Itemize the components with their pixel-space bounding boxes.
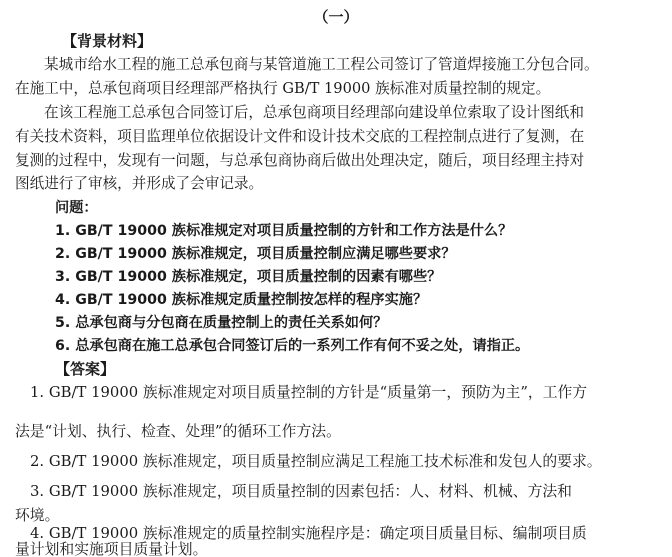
question-item: 6. 总承包商在施工总承包合同签订后的一系列工作有何不妥之处，请指正。 <box>55 338 530 354</box>
background-line: 某城市给水工程的施工总承包商与某管道施工工程公司签订了管道焊接施工分包合同。 <box>44 56 599 73</box>
answer-line: 3. GB/T 19000 族标准规定，项目质量控制的因素包括：人、材料、机械、方法和 <box>30 483 572 500</box>
section-title: （一） <box>313 8 359 26</box>
answer-line: 法是“计划、执行、检查、处理”的循环工作方法。 <box>15 423 341 440</box>
question-item: 4. GB/T 19000 族标准规定质量控制按怎样的程序实施？ <box>55 292 428 308</box>
background-line: 复测的过程中，发现有一问题，与总承包商协商后做出处理决定，随后，项目经理主持对 <box>15 152 585 169</box>
background-heading: 【背景材料】 <box>62 32 153 50</box>
background-line: 在施工中，总承包商项目经理部严格执行 GB/T 19000 族标准对质量控制的规定。 <box>15 80 551 97</box>
background-line: 在该工程施工总承包合同签订后，总承包商项目经理部向建设单位索取了设计图纸和 <box>44 104 584 121</box>
answer-line: 环境。 <box>15 507 60 524</box>
answer-line: 4. GB/T 19000 族标准规定的质量控制实施程序是：确定项目质量目标、编制项目质 <box>30 525 587 542</box>
question-item: 2. GB/T 19000 族标准规定，项目质量控制应满足哪些要求？ <box>55 246 456 262</box>
question-item: 1. GB/T 19000 族标准规定对项目质量控制的方针和工作方法是什么？ <box>55 223 513 239</box>
answer-line: 2. GB/T 19000 族标准规定，项目质量控制应满足工程施工技术标准和发包人的要求。 <box>30 453 602 470</box>
background-line: 有关技术资料，项目监理单位依据设计文件和设计技术交底的工程控制点进行了复测，在 <box>15 128 585 145</box>
question-item: 5. 总承包商与分包商在质量控制上的责任关系如何？ <box>55 315 388 331</box>
answer-line: 量计划和实施项目质量计划。 <box>15 541 208 557</box>
questions-heading: 问题： <box>55 200 98 216</box>
answer-line: 1. GB/T 19000 族标准规定对项目质量控制的方针是“质量第一，预防为主”，工作方 <box>30 384 588 401</box>
question-item: 3. GB/T 19000 族标准规定，项目质量控制的因素有哪些？ <box>55 269 442 285</box>
answers-heading: 【答案】 <box>55 360 116 378</box>
background-line: 图纸进行了审核，并形成了会审记录。 <box>15 175 264 192</box>
